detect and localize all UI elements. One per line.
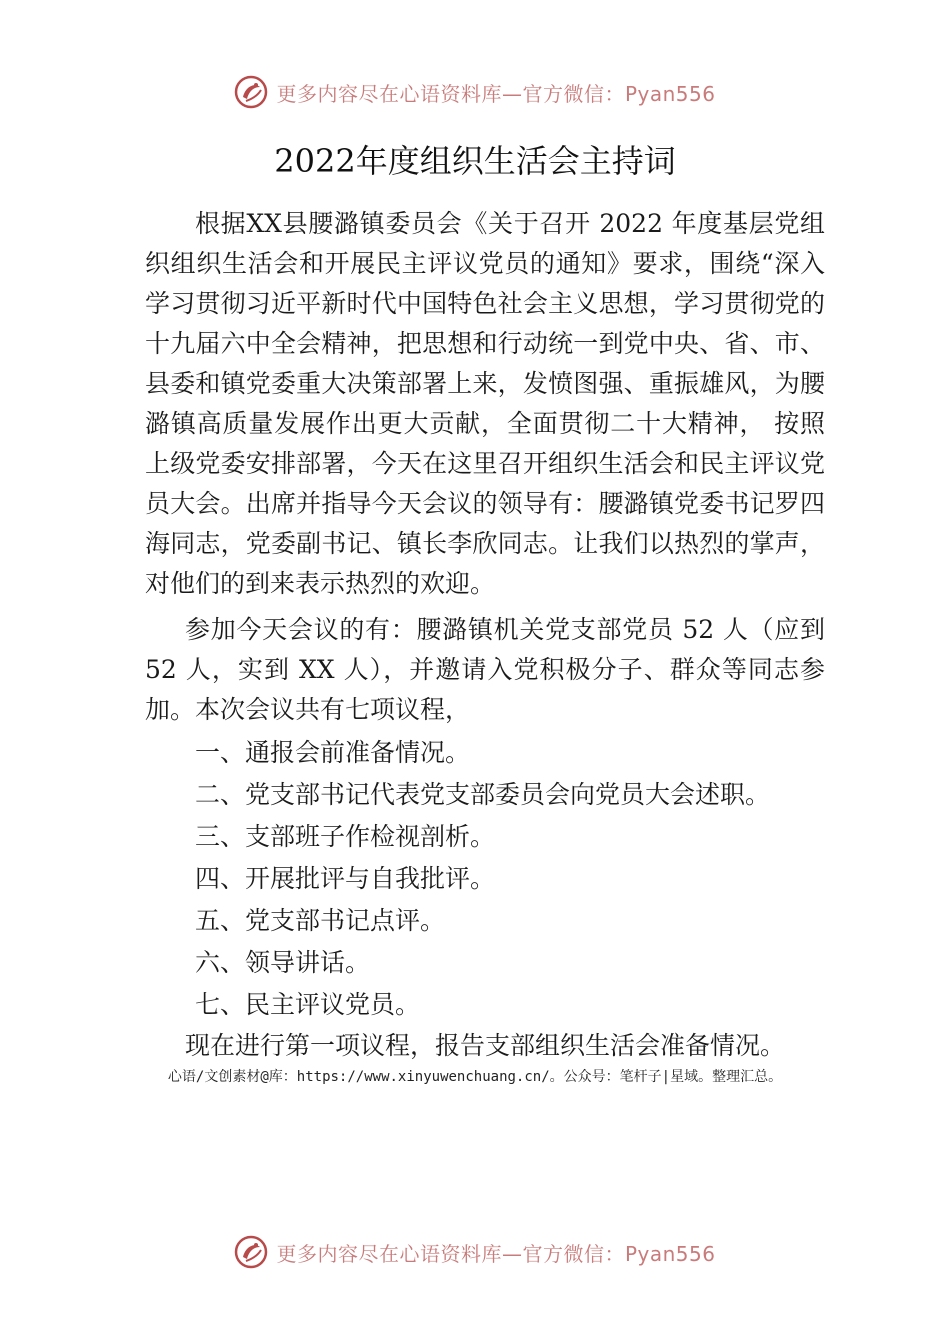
agenda-item: 六、领导讲话。 — [195, 948, 371, 977]
document-title: 2022年度组织生活会主持词 — [274, 142, 676, 180]
agenda-list — [145, 732, 825, 1026]
top-banner — [0, 70, 950, 114]
red-swirl-logo-icon — [234, 75, 268, 109]
agenda-item: 二、党支部书记代表党支部委员会向党员大会述职。 — [195, 780, 771, 809]
agenda-item: 五、党支部书记点评。 — [195, 906, 446, 935]
paragraph-closing: 现在进行第一项议程，报告支部组织生活会准备情况。 — [185, 1031, 786, 1060]
agenda-item: 四、开展批评与自我批评。 — [195, 864, 496, 893]
banner-text: 更多内容尽在心语资料库—官方微信：Pyan556 — [276, 1241, 716, 1266]
paragraph-intro: 根据XX县腰潞镇委员会《关于召开 2022 年度基层党组织组织生活会和开展民主评议党员的通知》要求，围绕“深入学习贯彻习近平新时代中国特色社会主义思想，学习贯彻党的十九届六中全会精神，把思想和行动统一到党中央、省、市、县委和镇党委重大决策部署上来，发愤图强、重振雄风，为腰潞镇高质量发展作出更大贡献，全面贯彻二十大精神， 按照上级党委安排部署，今天在这里召开组织生活会和民主评议党员大会。出席并指导今天会议的领导有：腰潞镇党委书记罗四海同志，党委副书记、镇长李欣同志。让我们以热烈的掌声，对他们的到来表示热烈的欢迎。 — [145, 209, 825, 598]
source-line: 心语/文创素材@库：https://www.xinyuwenchuang.cn/。公众号：笔杆子|星域。整理汇总。 — [167, 1069, 783, 1085]
red-swirl-logo-icon — [234, 1235, 268, 1269]
banner-text: 更多内容尽在心语资料库—官方微信：Pyan556 — [276, 81, 716, 106]
agenda-item: 三、支部班子作检视剖析。 — [195, 822, 496, 851]
bottom-banner — [0, 1230, 950, 1274]
paragraph-attendance: 参加今天会议的有：腰潞镇机关党支部党员 52 人（应到 52 人，实到 XX 人），并邀请入党积极分子、群众等同志参加。本次会议共有七项议程， — [145, 615, 825, 724]
agenda-item: 七、民主评议党员。 — [195, 990, 421, 1019]
document-body — [145, 204, 825, 1066]
agenda-item: 一、通报会前准备情况。 — [195, 738, 471, 767]
